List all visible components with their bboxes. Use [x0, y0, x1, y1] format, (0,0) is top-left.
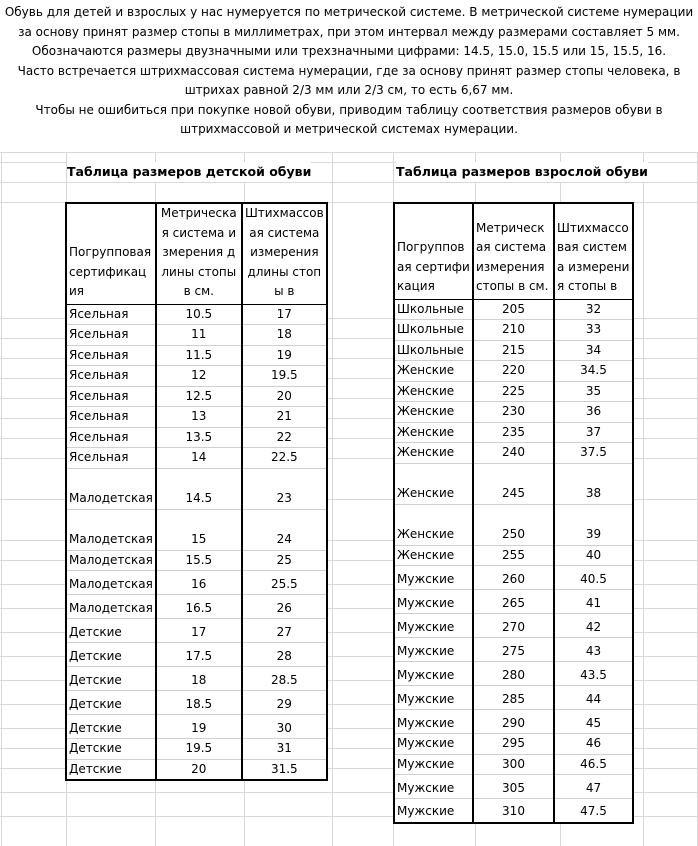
adult-size-table: [393, 202, 634, 824]
kids-table-row: [66, 386, 327, 407]
adult-table-row: [394, 590, 633, 614]
intro-text: [0, 0, 698, 152]
adult-group-cell: Женские: [394, 402, 473, 423]
adult-table-row: [394, 686, 633, 710]
adult-table-row: [394, 545, 633, 566]
kids-shtrih-cell: 31: [242, 739, 327, 760]
adult-table-row: [394, 299, 633, 320]
kids-table-row: [66, 571, 327, 595]
kids-metric-cell: 20: [156, 759, 242, 780]
adult-table-caption: Таблица размеров взрослой обуви: [396, 162, 648, 182]
adult-group-cell: Мужские: [394, 614, 473, 638]
adult-metric-cell: 275: [473, 638, 554, 662]
kids-metric-cell: 19.5: [156, 739, 242, 760]
kids-group-cell: Малодетская: [66, 468, 156, 509]
kids-shtrih-cell: 22.5: [242, 448, 327, 469]
kids-table-row: [66, 427, 327, 448]
kids-table-row: [66, 468, 327, 509]
kids-metric-cell: 14: [156, 448, 242, 469]
adult-shtrih-cell: 37: [554, 422, 633, 443]
adult-table-row: [394, 638, 633, 662]
adult-header-metric: Метрическая система измерения стопы в см.: [473, 203, 554, 299]
kids-shtrih-cell: 28.5: [242, 667, 327, 691]
adult-metric-cell: 280: [473, 662, 554, 686]
adult-table-row: [394, 320, 633, 341]
kids-group-cell: Малодетская: [66, 595, 156, 619]
adult-metric-cell: 205: [473, 299, 554, 320]
kids-group-cell: Детские: [66, 739, 156, 760]
adult-group-cell: Женские: [394, 463, 473, 504]
adult-group-cell: Женские: [394, 361, 473, 382]
adult-shtrih-cell: 45: [554, 710, 633, 734]
kids-shtrih-cell: 17: [242, 304, 327, 325]
adult-table-row: [394, 443, 633, 464]
adult-metric-cell: 260: [473, 566, 554, 590]
adult-shtrih-cell: 46.5: [554, 754, 633, 775]
adult-metric-cell: 220: [473, 361, 554, 382]
kids-table-row: [66, 691, 327, 715]
kids-metric-cell: 17.5: [156, 643, 242, 667]
adult-table-row: [394, 799, 633, 823]
adult-shtrih-cell: 42: [554, 614, 633, 638]
adult-table-row: [394, 734, 633, 755]
adult-metric-cell: 215: [473, 340, 554, 361]
kids-table-row: [66, 759, 327, 780]
adult-metric-cell: 300: [473, 754, 554, 775]
kids-group-cell: Малодетская: [66, 550, 156, 571]
adult-shtrih-cell: 35: [554, 381, 633, 402]
kids-table-row: [66, 407, 327, 428]
adult-group-cell: Мужские: [394, 734, 473, 755]
adult-table-row: [394, 381, 633, 402]
kids-table-row: [66, 715, 327, 739]
adult-shtrih-cell: 47.5: [554, 799, 633, 823]
kids-shtrih-cell: 22: [242, 427, 327, 448]
kids-metric-cell: 15.5: [156, 550, 242, 571]
kids-shtrih-cell: 28: [242, 643, 327, 667]
kids-group-cell: Ясельная: [66, 325, 156, 346]
adult-shtrih-cell: 34.5: [554, 361, 633, 382]
adult-table-row: [394, 504, 633, 545]
adult-group-cell: Мужские: [394, 754, 473, 775]
intro-line: Чтобы не ошибиться при покупке новой обуви, приводим таблицу соответствия размеров обуви в: [35, 102, 663, 117]
adult-group-cell: Мужские: [394, 638, 473, 662]
kids-shtrih-cell: 26: [242, 595, 327, 619]
kids-group-cell: Детские: [66, 759, 156, 780]
grid-line: [0, 152, 698, 153]
adult-metric-cell: 230: [473, 402, 554, 423]
kids-group-cell: Ясельная: [66, 366, 156, 387]
intro-line: Часто встречается штрихмассовая система нумерации, где за основу принят размер стопы человека, в: [17, 63, 681, 78]
intro-line: Обозначаются размеры двузначными или трехзначными цифрами: 14.5, 15.0, 15.5 или 15, 15.5, 16.: [31, 44, 667, 58]
adult-group-cell: Мужские: [394, 710, 473, 734]
kids-table-row: [66, 448, 327, 469]
adult-metric-cell: 290: [473, 710, 554, 734]
kids-metric-cell: 18: [156, 667, 242, 691]
adult-shtrih-cell: 43.5: [554, 662, 633, 686]
kids-header-shtrih: Штихмассовая система измерения длины стопы в: [242, 203, 327, 304]
adult-table-row: [394, 662, 633, 686]
adult-header-shtrih: Штихмассовая система измерения стопы в: [554, 203, 633, 299]
kids-group-cell: Ясельная: [66, 386, 156, 407]
adult-group-cell: Женские: [394, 422, 473, 443]
kids-metric-cell: 10.5: [156, 304, 242, 325]
kids-metric-cell: 16.5: [156, 595, 242, 619]
kids-table-row: [66, 595, 327, 619]
kids-table-row: [66, 366, 327, 387]
kids-group-cell: Ясельная: [66, 345, 156, 366]
kids-group-cell: Ясельная: [66, 427, 156, 448]
kids-shtrih-cell: 19.5: [242, 366, 327, 387]
kids-shtrih-cell: 21: [242, 407, 327, 428]
kids-group-cell: Малодетская: [66, 509, 156, 550]
kids-shtrih-cell: 31.5: [242, 759, 327, 780]
adult-table-row: [394, 754, 633, 775]
adult-shtrih-cell: 40.5: [554, 566, 633, 590]
kids-shtrih-cell: 27: [242, 619, 327, 643]
adult-metric-cell: 210: [473, 320, 554, 341]
adult-table-row: [394, 402, 633, 423]
kids-group-cell: Ясельная: [66, 304, 156, 325]
adult-table-row: [394, 710, 633, 734]
adult-group-cell: Мужские: [394, 566, 473, 590]
kids-metric-cell: 17: [156, 619, 242, 643]
adult-group-cell: Мужские: [394, 686, 473, 710]
kids-shtrih-cell: 25: [242, 550, 327, 571]
adult-metric-cell: 245: [473, 463, 554, 504]
kids-group-cell: Детские: [66, 691, 156, 715]
intro-line: штрихах равной 2/3 мм или 2/3 см, то есть 6,67 мм.: [184, 83, 514, 97]
kids-shtrih-cell: 23: [242, 468, 327, 509]
kids-shtrih-cell: 29: [242, 691, 327, 715]
adult-table-row: [394, 614, 633, 638]
adult-shtrih-cell: 38: [554, 463, 633, 504]
adult-shtrih-cell: 40: [554, 545, 633, 566]
adult-metric-cell: 255: [473, 545, 554, 566]
kids-metric-cell: 19: [156, 715, 242, 739]
kids-metric-cell: 12: [156, 366, 242, 387]
kids-table-row: [66, 345, 327, 366]
intro-line: штрихмассовой и метрической системах нумерации.: [180, 122, 518, 136]
adult-metric-cell: 270: [473, 614, 554, 638]
adult-group-cell: Мужские: [394, 775, 473, 799]
adult-shtrih-cell: 36: [554, 402, 633, 423]
adult-group-cell: Мужские: [394, 590, 473, 614]
adult-table-row: [394, 566, 633, 590]
kids-group-cell: Детские: [66, 715, 156, 739]
adult-table-row: [394, 422, 633, 443]
adult-table-row: [394, 463, 633, 504]
adult-table-row: [394, 340, 633, 361]
adult-shtrih-cell: 47: [554, 775, 633, 799]
kids-size-table: [65, 202, 328, 781]
grid-line: [0, 182, 698, 183]
kids-metric-cell: 18.5: [156, 691, 242, 715]
adult-shtrih-cell: 39: [554, 504, 633, 545]
adult-metric-cell: 240: [473, 443, 554, 464]
kids-shtrih-cell: 19: [242, 345, 327, 366]
kids-table-row: [66, 550, 327, 571]
adult-metric-cell: 285: [473, 686, 554, 710]
adult-table-row: [394, 775, 633, 799]
adult-shtrih-cell: 41: [554, 590, 633, 614]
kids-table-row: [66, 619, 327, 643]
adult-table-row: [394, 361, 633, 382]
adult-shtrih-cell: 32: [554, 299, 633, 320]
adult-group-cell: Мужские: [394, 799, 473, 823]
kids-shtrih-cell: 30: [242, 715, 327, 739]
kids-group-cell: Детские: [66, 667, 156, 691]
kids-table-row: [66, 325, 327, 346]
kids-table-row: [66, 643, 327, 667]
kids-group-cell: Детские: [66, 619, 156, 643]
adult-shtrih-cell: 43: [554, 638, 633, 662]
kids-shtrih-cell: 24: [242, 509, 327, 550]
adult-shtrih-cell: 34: [554, 340, 633, 361]
adult-group-cell: Женские: [394, 381, 473, 402]
kids-header-group: Погрупповая сертификация: [66, 203, 156, 304]
adult-metric-cell: 310: [473, 799, 554, 823]
adult-group-cell: Женские: [394, 443, 473, 464]
kids-shtrih-cell: 20: [242, 386, 327, 407]
kids-group-cell: Малодетская: [66, 571, 156, 595]
adult-group-cell: Школьные: [394, 299, 473, 320]
adult-metric-cell: 250: [473, 504, 554, 545]
kids-metric-cell: 12.5: [156, 386, 242, 407]
adult-group-cell: Школьные: [394, 320, 473, 341]
kids-table-row: [66, 304, 327, 325]
adult-shtrih-cell: 44: [554, 686, 633, 710]
kids-group-cell: Детские: [66, 643, 156, 667]
adult-group-cell: Женские: [394, 545, 473, 566]
intro-line: за основу принят размер стопы в миллиметрах, при этом интервал между размерами составляет 5 мм.: [18, 24, 680, 39]
kids-group-cell: Ясельная: [66, 448, 156, 469]
adult-header-group: Погрупповая сертификация: [394, 203, 473, 299]
adult-shtrih-cell: 46: [554, 734, 633, 755]
kids-metric-cell: 16: [156, 571, 242, 595]
adult-group-cell: Школьные: [394, 340, 473, 361]
kids-metric-cell: 11: [156, 325, 242, 346]
adult-shtrih-cell: 37.5: [554, 443, 633, 464]
adult-metric-cell: 305: [473, 775, 554, 799]
adult-group-cell: Мужские: [394, 662, 473, 686]
kids-metric-cell: 13: [156, 407, 242, 428]
kids-table-caption: Таблица размеров детской обуви: [67, 162, 311, 182]
kids-table-row: [66, 667, 327, 691]
kids-header-metric: Метрическая система измерения длины стопы в см.: [156, 203, 242, 304]
kids-metric-cell: 15: [156, 509, 242, 550]
kids-group-cell: Ясельная: [66, 407, 156, 428]
kids-table-row: [66, 509, 327, 550]
kids-table-row: [66, 739, 327, 760]
adult-metric-cell: 295: [473, 734, 554, 755]
adult-metric-cell: 225: [473, 381, 554, 402]
adult-metric-cell: 235: [473, 422, 554, 443]
kids-metric-cell: 11.5: [156, 345, 242, 366]
adult-shtrih-cell: 33: [554, 320, 633, 341]
kids-shtrih-cell: 18: [242, 325, 327, 346]
intro-line: Обувь для детей и взрослых у нас нумеруется по метрической системе. В метрической системе нумерации: [4, 5, 694, 19]
kids-metric-cell: 14.5: [156, 468, 242, 509]
adult-group-cell: Женские: [394, 504, 473, 545]
kids-metric-cell: 13.5: [156, 427, 242, 448]
adult-metric-cell: 265: [473, 590, 554, 614]
kids-shtrih-cell: 25.5: [242, 571, 327, 595]
